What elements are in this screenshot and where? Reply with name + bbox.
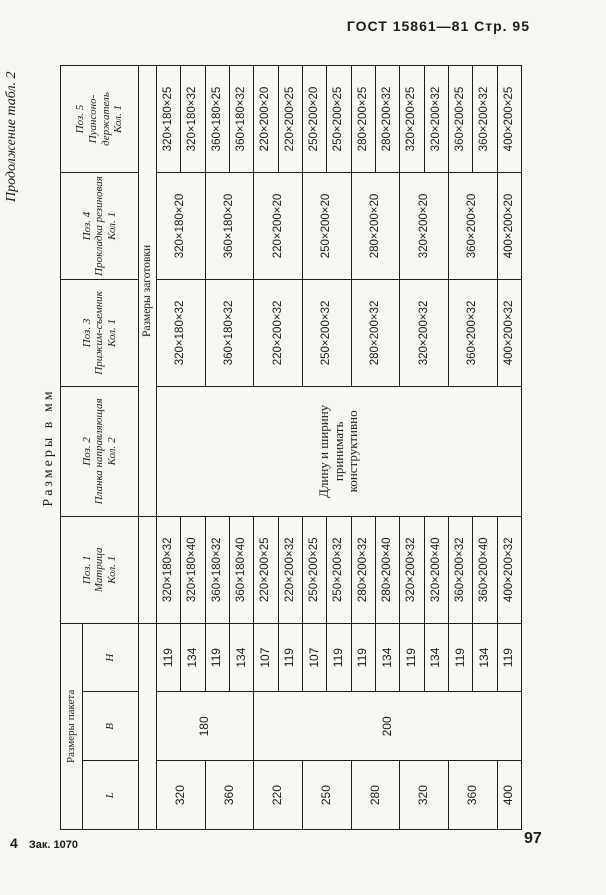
sheet-number: 97 bbox=[524, 830, 542, 847]
table-cell-H: 119 bbox=[448, 623, 472, 692]
table-cell-pos5: 250×200×20 bbox=[302, 66, 326, 173]
pos3-kol: Кол. 1 bbox=[105, 318, 118, 347]
table-cell-pos3: 360×200×32 bbox=[448, 279, 497, 386]
table-cell-pos3: 360×180×32 bbox=[205, 279, 254, 386]
table-cell-H: 119 bbox=[157, 623, 181, 692]
table-cell-H: 134 bbox=[181, 623, 205, 692]
col-L-header: L bbox=[83, 761, 139, 830]
table-cell-pos5: 360×180×32 bbox=[229, 66, 253, 173]
pos1-spacer bbox=[139, 516, 157, 623]
table-cell-H: 119 bbox=[327, 623, 351, 692]
table-cell-pos1: 280×200×40 bbox=[375, 516, 399, 623]
table-cell-pos1: 280×200×32 bbox=[351, 516, 375, 623]
table-cell-pos3: 320×200×32 bbox=[400, 279, 449, 386]
pos5-header bbox=[61, 66, 139, 173]
table-cell-L: 220 bbox=[254, 761, 303, 830]
dimensions-table bbox=[60, 65, 522, 830]
table-cell-B: 200 bbox=[254, 692, 522, 761]
pos4-header bbox=[61, 173, 139, 280]
table-cell-pos5: 360×180×25 bbox=[205, 66, 229, 173]
table-cell-H: 134 bbox=[424, 623, 448, 692]
table-cell-pos5: 320×180×32 bbox=[181, 66, 205, 173]
table-cell-pos5: 400×200×25 bbox=[497, 66, 521, 173]
col-H-header: H bbox=[83, 623, 139, 692]
pos1-header bbox=[61, 516, 139, 623]
table-cell-L: 320 bbox=[400, 761, 449, 830]
pos4-name: Прокладка резиновая bbox=[93, 176, 106, 276]
table-cell-pos5: 220×200×20 bbox=[254, 66, 278, 173]
table-cell-pos5: 250×200×25 bbox=[327, 66, 351, 173]
table-cell-pos1: 320×180×32 bbox=[157, 516, 181, 623]
table-cell-L: 250 bbox=[302, 761, 351, 830]
table-cell-pos5: 280×200×25 bbox=[351, 66, 375, 173]
table-cell-pos3: 320×180×32 bbox=[157, 279, 206, 386]
table-cell-L: 360 bbox=[205, 761, 254, 830]
order-number: Зак. 1070 bbox=[28, 839, 78, 851]
pos5-pos: Поз. 5 bbox=[74, 104, 87, 134]
table-cell-pos1: 320×200×40 bbox=[424, 516, 448, 623]
table-cell-pos3: 250×200×32 bbox=[302, 279, 351, 386]
pos3-header bbox=[61, 279, 139, 386]
blank-sizes-header: Размеры заготовки bbox=[139, 66, 157, 517]
header-spacer bbox=[139, 623, 157, 829]
table-cell-pos4: 400×200×20 bbox=[497, 173, 521, 280]
table-cell-pos1: 250×200×25 bbox=[302, 516, 326, 623]
pos4-pos: Поз. 4 bbox=[80, 211, 93, 241]
table-cell-H: 119 bbox=[497, 623, 521, 692]
table-cell-H: 134 bbox=[375, 623, 399, 692]
table-cell-pos4: 360×200×20 bbox=[448, 173, 497, 280]
table-cell-H: 119 bbox=[278, 623, 302, 692]
rotated-table-area bbox=[38, 65, 606, 806]
table-cell-pos5: 220×200×25 bbox=[278, 66, 302, 173]
table-cell-pos4: 320×180×20 bbox=[157, 173, 206, 280]
table-continuation-title bbox=[4, 62, 26, 202]
table-cell-pos5: 360×200×25 bbox=[448, 66, 472, 173]
table-cell-pos1: 220×200×32 bbox=[278, 516, 302, 623]
table-cell-H: 119 bbox=[205, 623, 229, 692]
table-cell-pos1: 220×200×25 bbox=[254, 516, 278, 623]
pos4-kol: Кол. 1 bbox=[105, 212, 118, 240]
table-cell-H: 119 bbox=[351, 623, 375, 692]
table-cell-pos3: 220×200×32 bbox=[254, 279, 303, 386]
pos5-name: Пуансоно-держатель bbox=[86, 92, 112, 146]
table-cell-pos3: 400×200×32 bbox=[497, 279, 521, 386]
page-footer-left bbox=[10, 835, 78, 851]
pos2-pos: Поз. 2 bbox=[80, 437, 93, 466]
note-length-width: Длину и ширину принимать конструктивно bbox=[157, 386, 522, 516]
table-cell-pos1: 400×200×32 bbox=[497, 516, 521, 623]
table-cell-B: 180 bbox=[157, 692, 254, 761]
table-cell-pos5: 320×180×25 bbox=[157, 66, 181, 173]
table-cell-pos1: 320×200×32 bbox=[400, 516, 424, 623]
table-cell-pos5: 320×200×25 bbox=[400, 66, 424, 173]
table-caption: Размеры в мм bbox=[41, 388, 56, 507]
side-title-text: Продолжение табл. 2 bbox=[4, 71, 19, 202]
table-cell-pos1: 360×180×32 bbox=[205, 516, 229, 623]
table-cell-pos1: 250×200×32 bbox=[327, 516, 351, 623]
table-cell-L: 320 bbox=[157, 761, 206, 830]
pos2-kol: Кол. 2 bbox=[105, 437, 118, 466]
pos3-pos: Поз. 3 bbox=[80, 318, 93, 348]
table-cell-pos5: 360×200×32 bbox=[473, 66, 497, 173]
pos5-kol: Кол. 1 bbox=[112, 105, 125, 133]
pos1-name: Матрица bbox=[93, 547, 106, 593]
table-cell-pos4: 360×180×20 bbox=[205, 173, 254, 280]
table-cell-L: 400 bbox=[497, 761, 521, 830]
table-cell-pos3: 280×200×32 bbox=[351, 279, 400, 386]
table-cell-H: 107 bbox=[302, 623, 326, 692]
page-number: 4 bbox=[10, 835, 18, 851]
package-sizes-header: Размеры пакета bbox=[61, 623, 83, 829]
pos2-header bbox=[61, 386, 139, 516]
table-cell-pos1: 360×200×32 bbox=[448, 516, 472, 623]
table-cell-pos4: 220×200×20 bbox=[254, 173, 303, 280]
pos1-pos: Поз. 1 bbox=[80, 555, 93, 585]
table-cell-H: 134 bbox=[229, 623, 253, 692]
table-cell-H: 119 bbox=[400, 623, 424, 692]
table-cell-pos4: 320×200×20 bbox=[400, 173, 449, 280]
table-cell-pos4: 250×200×20 bbox=[302, 173, 351, 280]
table-cell-pos5: 280×200×32 bbox=[375, 66, 399, 173]
table-cell-H: 134 bbox=[473, 623, 497, 692]
pos2-name: Планка направляющая bbox=[93, 398, 106, 505]
table-cell-H: 107 bbox=[254, 623, 278, 692]
pos3-name: Прижим-съемник bbox=[93, 291, 106, 375]
col-B-header: B bbox=[83, 692, 139, 761]
table-cell-L: 280 bbox=[351, 761, 400, 830]
table-cell-pos1: 360×200×40 bbox=[473, 516, 497, 623]
table-cell-pos5: 320×200×32 bbox=[424, 66, 448, 173]
page-header: ГОСТ 15861—81 Стр. 95 bbox=[346, 18, 530, 34]
table-cell-pos4: 280×200×20 bbox=[351, 173, 400, 280]
pos1-kol: Кол. 1 bbox=[105, 555, 118, 584]
table-cell-pos1: 360×180×40 bbox=[229, 516, 253, 623]
rotated-table bbox=[38, 65, 528, 830]
table-cell-pos1: 320×180×40 bbox=[181, 516, 205, 623]
table-cell-L: 360 bbox=[448, 761, 497, 830]
